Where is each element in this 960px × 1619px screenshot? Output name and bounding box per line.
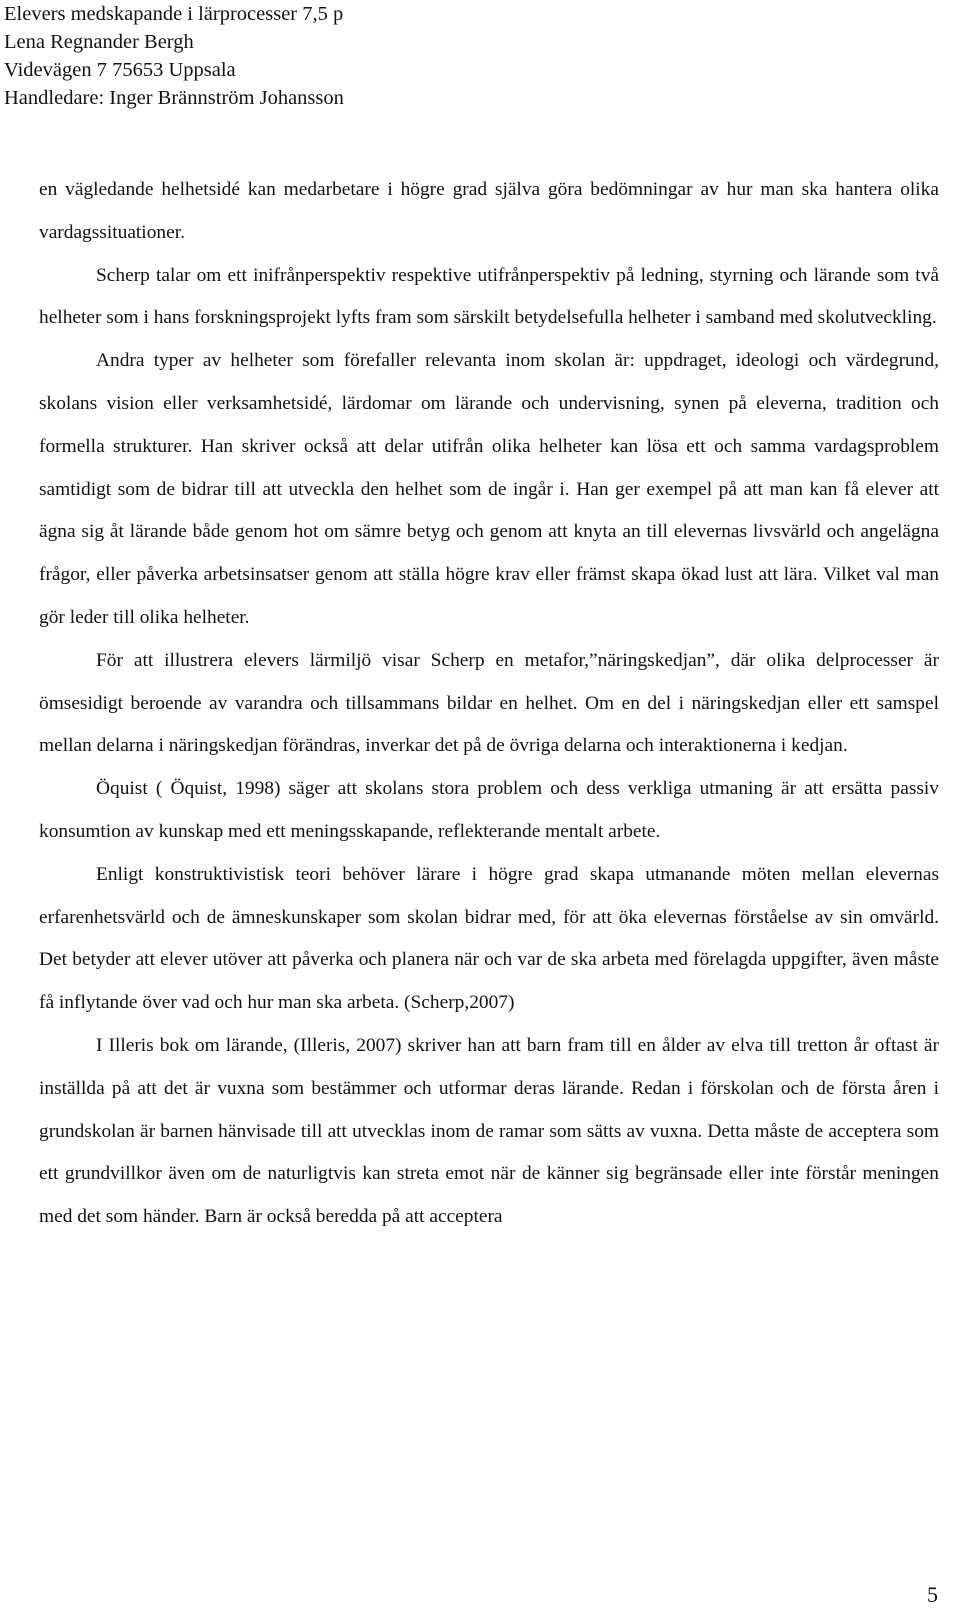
paragraph-3: Andra typer av helheter som förefaller relevanta inom skolan är: uppdraget, ideologi och värdegrund, skolans vision eller verksamhetsidé, lärdomar om lärande och undervisning, synen på eleverna, tradition och formella strukturer. Han skriver också att delar utifrån olika helheter kan lösa ett och samma vardagsproblem samtidigt som de bidrar till att utveckla den helhet som de ingår i. Han ger exempel på att man kan få elever att ägna sig åt lärande både genom hot om sämre betyg och genom att knyta an till elevernas livsvärld och angelägna frågor, eller påverka arbetsinsatser genom att ställa högre krav eller främst skapa ökad lust att lära. Vilket val man gör leder till olika helheter. [39, 350, 939, 628]
paragraph-1: en vägledande helhetsidé kan medarbetare i högre grad själva göra bedömningar av hur man ska hantera olika vardagssituationer. [39, 179, 939, 243]
supervisor-line: Handledare: Inger Brännström Johansson [4, 87, 344, 109]
document-header [4, 0, 904, 112]
author-address: Videvägen 7 75653 Uppsala [4, 59, 236, 81]
author-name: Lena Regnander Bergh [4, 31, 194, 53]
paragraph-7: I Illeris bok om lärande, (Illeris, 2007) skriver han att barn fram till en ålder av elva till tretton år oftast är inställda på att det är vuxna som bestämmer och utformar deras lärande. Redan i förskolan och de första åren i grundskolan är barnen hänvisade till att utvecklas inom de ramar som sätts av vuxna. Detta måste de acceptera som ett grundvillkor även om de naturligtvis kan streta emot när de känner sig begränsade eller inte förstår meningen med det som händer. Barn är också beredda på att acceptera [39, 1034, 939, 1228]
document-body [39, 169, 939, 1239]
page-number: 5 [927, 1582, 938, 1607]
paragraph-6: Enligt konstruktivistisk teori behöver lärare i högre grad skapa utmanande möten mellan elevernas erfarenhetsvärld och de ämneskunskaper som skolan bidrar med, för att öka elevernas förståelse av sin omvärld. Det betyder att elever utöver att påverka och planera när och var de ska arbeta med förelagda uppgifter, även måste få inflytande över vad och hur man ska arbeta. (Scherp,2007) [39, 863, 939, 1014]
paragraph-2: Scherp talar om ett inifrånperspektiv respektive utifrånperspektiv på ledning, styrning och lärande som två helheter som i hans forskningsprojekt lyfts fram som särskilt betydelsefulla helheter i samband med skolutveckling. [39, 264, 939, 329]
paragraph-5: Öquist ( Öquist, 1998) säger att skolans stora problem och dess verkliga utmaning är att ersätta passiv konsumtion av kunskap med ett meningsskapande, reflekterande mentalt arbete. [39, 778, 939, 842]
paragraph-4: För att illustrera elevers lärmiljö visar Scherp en metafor,”näringskedjan”, där olika delprocesser är ömsesidigt beroende av varandra och tillsammans bildar en helhet. Om en del i näringskedjan eller ett samspel mellan delarna i näringskedjan förändras, inverkar det på de övriga delarna och interaktionerna i kedjan. [39, 649, 939, 757]
course-title: Elevers medskapande i lärprocesser 7,5 p [4, 3, 344, 25]
